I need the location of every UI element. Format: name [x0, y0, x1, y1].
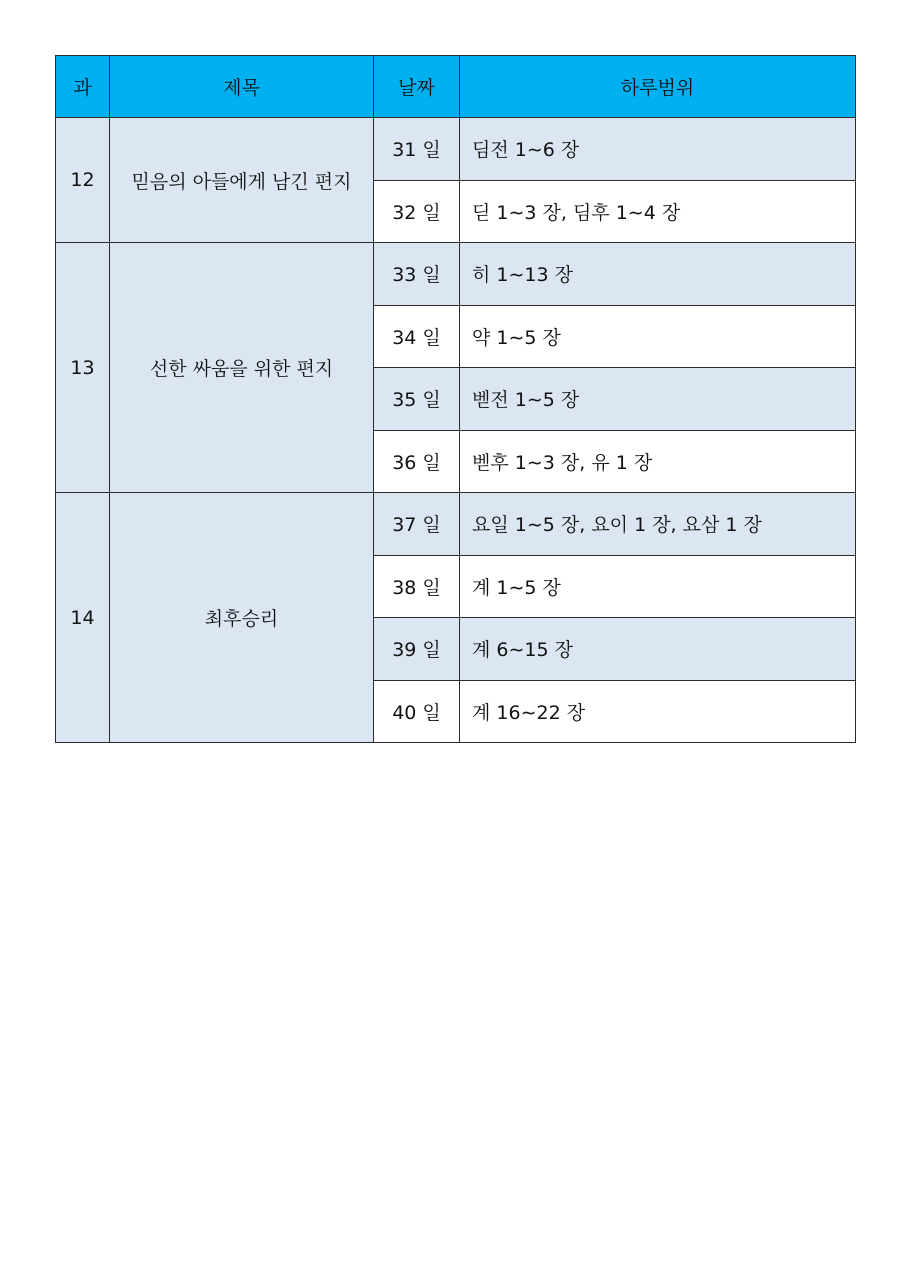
range-cell: 딤전 1∼6 장 [460, 118, 856, 181]
day-cell: 33 일 [374, 243, 460, 306]
range-cell: 계 6∼15 장 [460, 618, 856, 681]
header-range: 하루범위 [460, 56, 856, 118]
table-row [56, 118, 856, 181]
header-title: 제목 [110, 56, 374, 118]
lesson-title: 선한 싸움을 위한 편지 [110, 243, 374, 493]
day-cell: 39 일 [374, 618, 460, 681]
range-cell: 히 1∼13 장 [460, 243, 856, 306]
table-row [56, 243, 856, 306]
lesson-number: 13 [56, 243, 110, 493]
lesson-title: 최후승리 [110, 493, 374, 743]
header-day: 날짜 [374, 56, 460, 118]
range-cell: 요일 1∼5 장, 요이 1 장, 요삼 1 장 [460, 493, 856, 556]
day-cell: 36 일 [374, 430, 460, 493]
reading-schedule-table [55, 55, 856, 743]
range-cell: 벧후 1∼3 장, 유 1 장 [460, 430, 856, 493]
day-cell: 37 일 [374, 493, 460, 556]
day-cell: 34 일 [374, 305, 460, 368]
header-row [56, 56, 856, 118]
day-cell: 32 일 [374, 180, 460, 243]
range-cell: 계 1∼5 장 [460, 555, 856, 618]
range-cell: 벧전 1∼5 장 [460, 368, 856, 431]
day-cell: 35 일 [374, 368, 460, 431]
table-header [56, 56, 856, 118]
range-cell: 딛 1∼3 장, 딤후 1∼4 장 [460, 180, 856, 243]
lesson-title: 믿음의 아들에게 남긴 편지 [110, 118, 374, 243]
day-cell: 40 일 [374, 680, 460, 743]
lesson-number: 12 [56, 118, 110, 243]
day-cell: 38 일 [374, 555, 460, 618]
table-body [56, 118, 856, 743]
day-cell: 31 일 [374, 118, 460, 181]
range-cell: 계 16∼22 장 [460, 680, 856, 743]
header-lesson: 과 [56, 56, 110, 118]
range-cell: 약 1∼5 장 [460, 305, 856, 368]
table-row [56, 493, 856, 556]
lesson-number: 14 [56, 493, 110, 743]
